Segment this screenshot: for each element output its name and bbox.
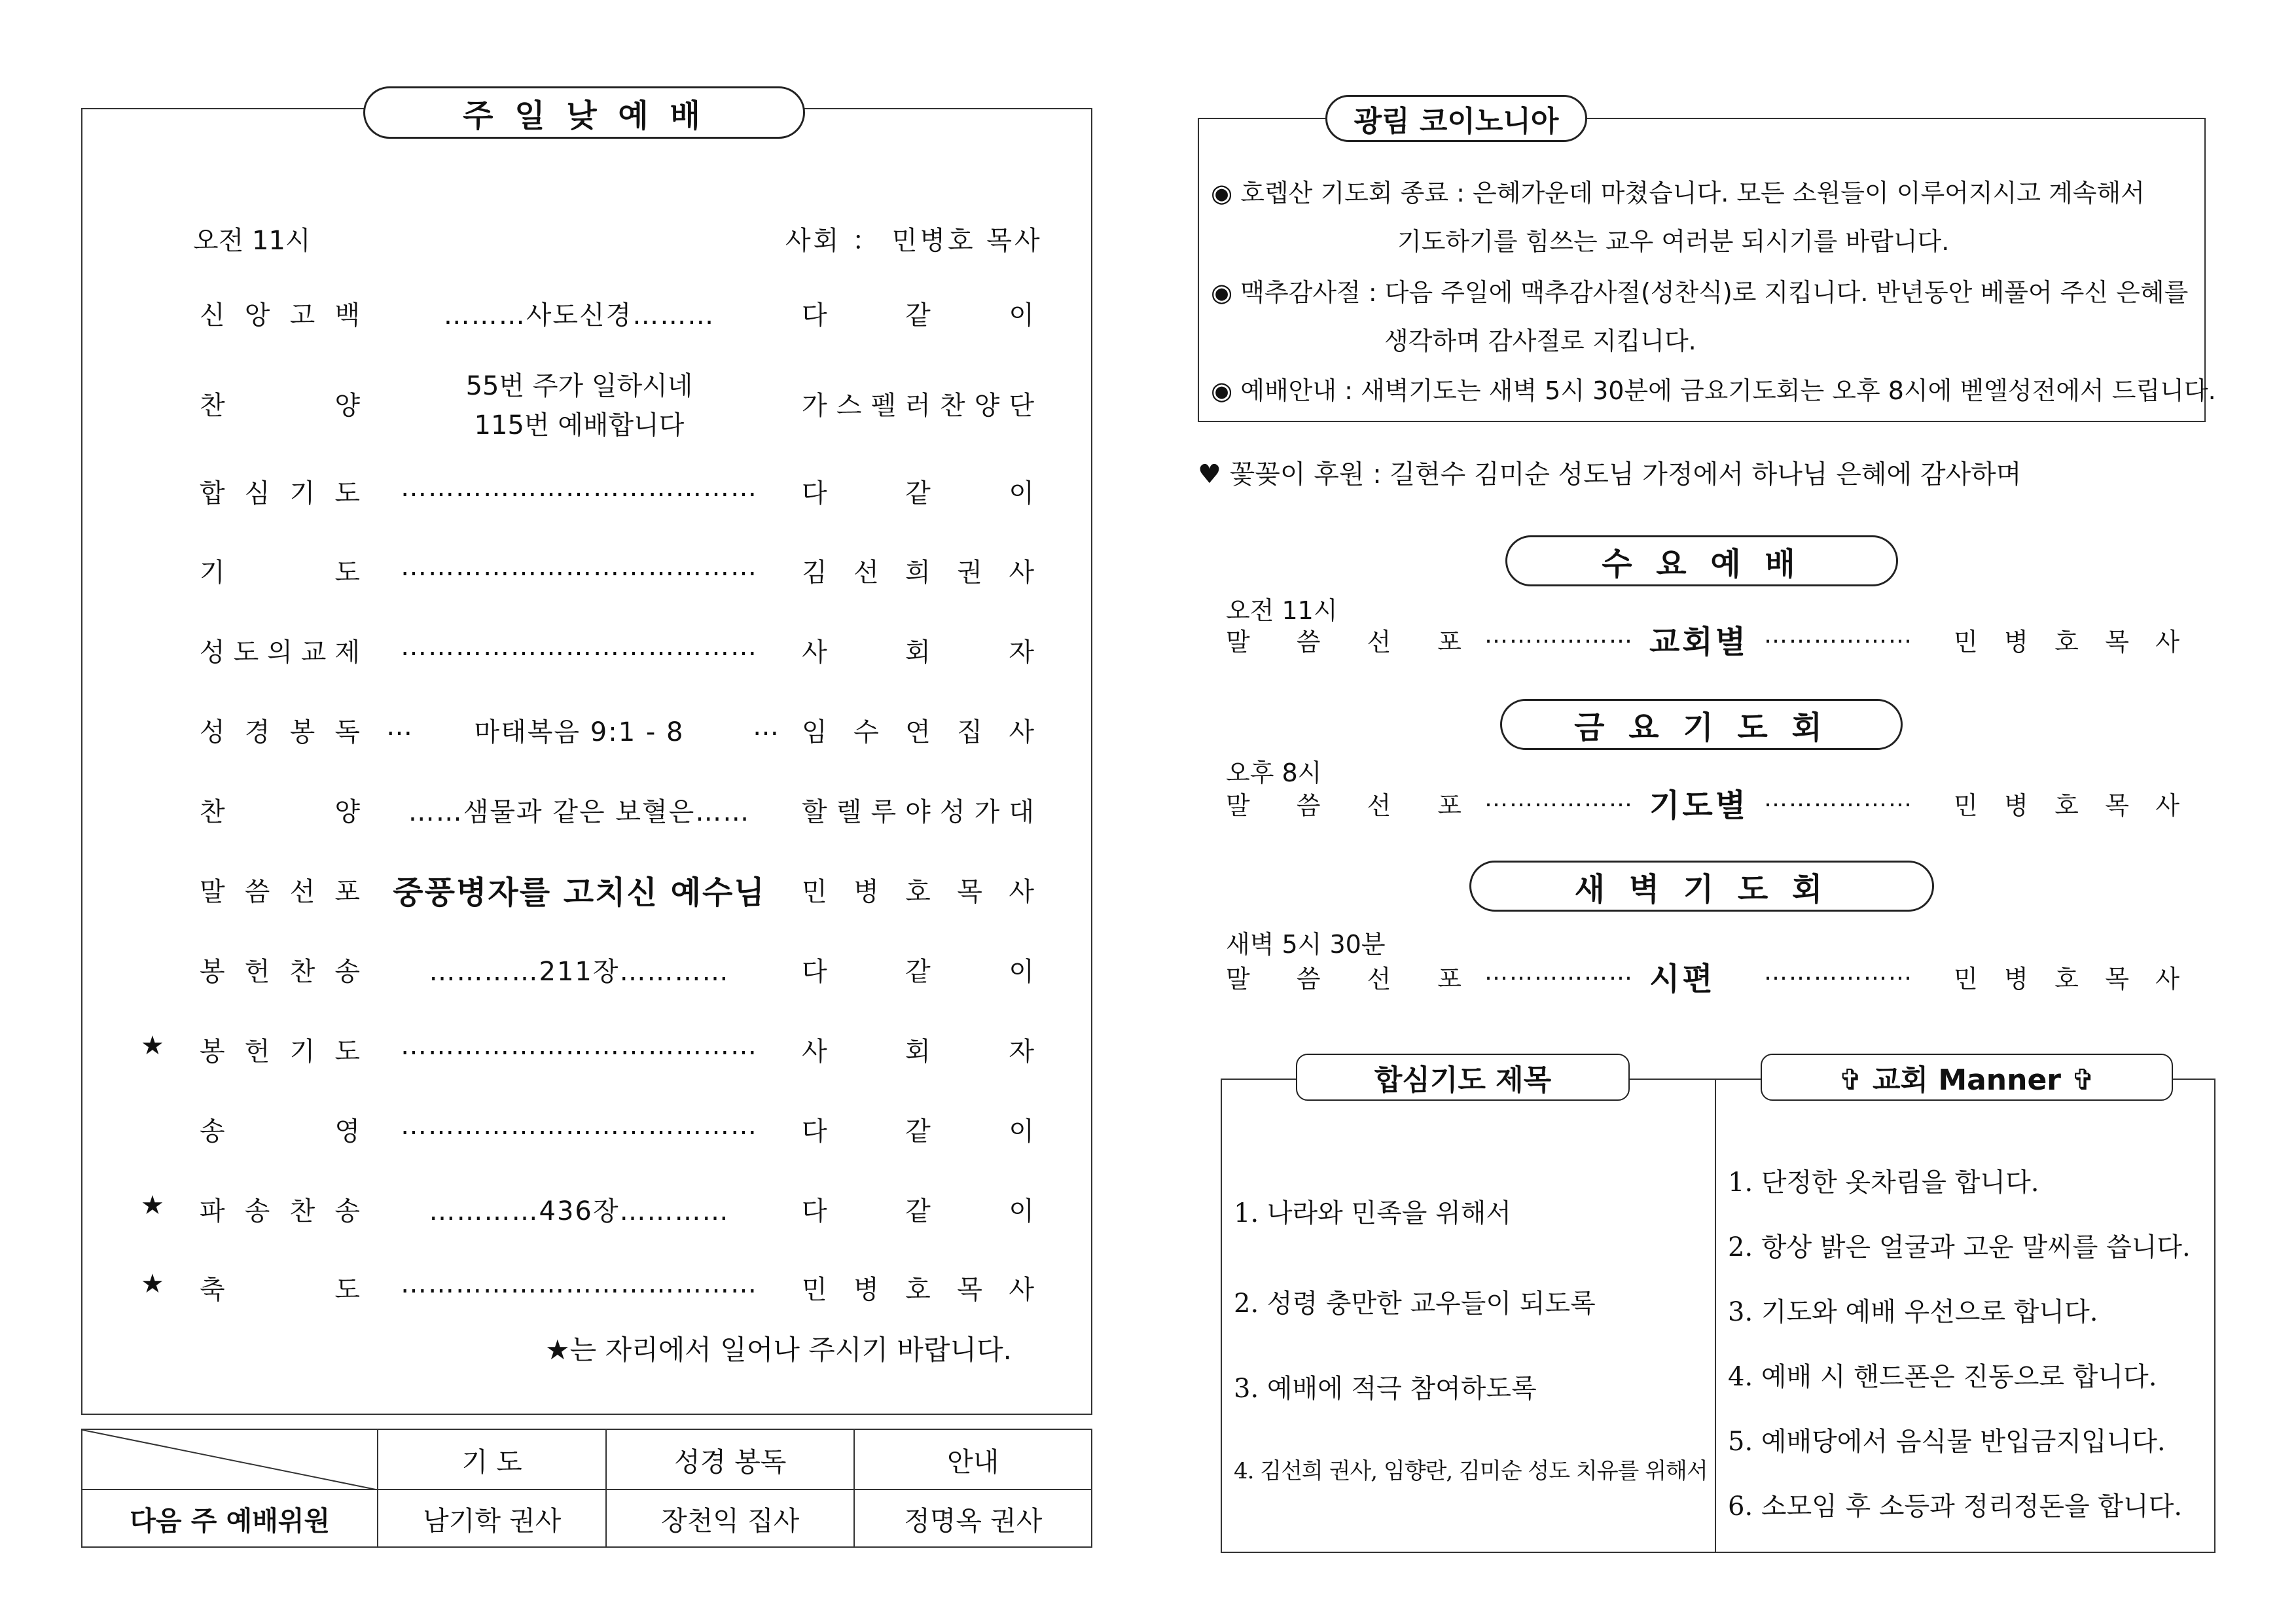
service-time: 오전 11시 — [1226, 596, 1338, 625]
header-usher: 안내 — [854, 1429, 1092, 1489]
bottom-divider — [1715, 1079, 1716, 1553]
item-leader: 가 스 펠 러 찬 양 단 — [802, 391, 1034, 421]
item-detail: ………………………………… — [401, 552, 758, 582]
item-leader: 임 수 연 집 사 — [802, 717, 1034, 747]
dot-leader: ……………… — [1764, 622, 1913, 649]
item-leader: 할 렐 루 야 성 가 대 — [802, 797, 1034, 827]
worship-item-name: 파 송 찬 송 — [200, 1196, 360, 1226]
next-week-table — [81, 1429, 1092, 1548]
diagonal-line — [82, 1430, 379, 1490]
item-leader: 사 회 자 — [802, 637, 1034, 668]
worship-item-name: 송 영 — [200, 1116, 360, 1147]
manner-item: 1. 단정한 옷차림을 합니다. — [1728, 1168, 2039, 1198]
worship-item-name: 기 도 — [200, 558, 360, 588]
worship-item-name: 말 씀 선 포 — [200, 877, 360, 907]
standing-star-icon: ★ — [141, 1269, 164, 1299]
manner-item: 2. 항상 밝은 얼굴과 고운 말씨를 씁니다. — [1728, 1232, 2191, 1262]
service-time: 오전 11시 — [193, 226, 311, 256]
hymn-line-1: 55번 주가 일하시네 — [465, 371, 693, 401]
hymn-line-2: 115번 예배합니다 — [474, 410, 685, 440]
service-title: 수 요 예 배 — [1505, 535, 1898, 586]
header-reading: 성경 봉독 — [606, 1429, 855, 1489]
service-label: 말 씀 선 포 — [1226, 791, 1462, 820]
item-detail: ………………………………… — [401, 1031, 758, 1061]
item-leader: 민 병 호 목 사 — [802, 877, 1034, 907]
item-leader: 다 같 이 — [802, 1116, 1034, 1147]
dot-leader: ……………… — [1764, 959, 1913, 986]
scripture-reference: 마태복음 9:1 - 8 — [474, 717, 685, 747]
item-detail: ………사도신경……… — [443, 300, 715, 330]
item-leader: 민 병 호 목 사 — [802, 1275, 1034, 1305]
manner-title: ✞ 교회 Manner ✞ — [1761, 1054, 2173, 1101]
standing-note: ★는 자리에서 일어나 주시기 바랍니다. — [545, 1334, 1012, 1366]
service-topic: 교회별 — [1649, 624, 1749, 660]
dot-leader: ……………… — [1484, 959, 1634, 986]
bullet-icon: ◉ — [1211, 179, 1241, 207]
prayer-topic-item: 2. 성령 충만한 교우들이 되도록 — [1234, 1289, 1596, 1319]
item-detail: ………………………………… — [401, 1111, 758, 1141]
manner-item: 3. 기도와 예배 우선으로 합니다. — [1728, 1297, 2098, 1327]
service-leader: 민 병 호 목 사 — [1954, 965, 2179, 993]
item-leader: 사 회 자 — [802, 1037, 1034, 1067]
worship-item-name: 축 도 — [200, 1275, 360, 1305]
sunday-service-title: 주 일 낮 예 배 — [363, 86, 805, 139]
service-label: 말 씀 선 포 — [1226, 628, 1462, 656]
prayer-topic-item: 4. 김선희 권사, 임향란, 김미순 성도 치유를 위해서 — [1234, 1458, 1708, 1484]
item-detail: …………211장………… — [429, 957, 730, 987]
service-topic: 시편 — [1649, 961, 1715, 997]
service-leader: 민 병 호 목 사 — [1954, 791, 2179, 820]
dots: … — [753, 711, 779, 741]
worship-item-name: 합 심 기 도 — [200, 478, 360, 508]
table-corner-cell — [82, 1429, 378, 1489]
service-presider: 사회 ： 민병호 목사 — [785, 226, 1043, 256]
standing-star-icon: ★ — [141, 1031, 164, 1061]
item-detail: …………436장………… — [429, 1196, 730, 1226]
prayer-topic-item: 1. 나라와 민족을 위해서 — [1234, 1198, 1512, 1228]
prayer-topics-title: 합심기도 제목 — [1296, 1054, 1630, 1101]
item-leader: 다 같 이 — [802, 300, 1034, 330]
dots: … — [386, 711, 412, 741]
value-prayer: 남기학 권사 — [378, 1489, 606, 1547]
sermon-title: 중풍병자를 고치신 예수님 — [393, 874, 766, 911]
worship-item-name: 찬 양 — [200, 797, 360, 827]
koinonia-item-2: ◉ 맥추감사절 : 다음 주일에 맥추감사절(성찬식)로 지킵니다. 반년동안 베풀어 주신 은혜를 — [1211, 278, 2189, 307]
item-detail: ………………………………… — [401, 1269, 758, 1299]
header-prayer: 기 도 — [378, 1429, 606, 1489]
manner-item: 4. 예배 시 핸드폰은 진동으로 합니다. — [1728, 1362, 2157, 1392]
value-reading: 장천익 집사 — [606, 1489, 855, 1547]
heart-icon: ♥ — [1198, 459, 1230, 490]
worship-item-name: 찬 양 — [200, 391, 360, 421]
item-leader: 다 같 이 — [802, 478, 1034, 508]
koinonia-item-3: ◉ 예배안내 : 새벽기도는 새벽 5시 30분에 금요기도회는 오후 8시에 벧엘성전에서 드립니다. — [1211, 376, 2216, 405]
manner-item: 5. 예배당에서 음식물 반입금지입니다. — [1728, 1427, 2166, 1457]
koinonia-item-1: ◉ 호렙산 기도회 종료 : 은혜가운데 마쳤습니다. 모든 소원들이 이루어지시고 계속해서 — [1211, 179, 2145, 207]
manner-item: 6. 소모임 후 소등과 정리정돈을 합니다. — [1728, 1491, 2183, 1522]
service-title: 새 벽 기 도 회 — [1469, 861, 1934, 912]
service-topic: 기도별 — [1649, 787, 1749, 824]
koinonia-item-1-cont: 기도하기를 힘쓰는 교우 여러분 되시기를 바랍니다. — [1397, 227, 1950, 256]
service-time: 새벽 5시 30분 — [1226, 930, 1386, 959]
item-leader: 다 같 이 — [802, 957, 1034, 987]
row-label: 다음 주 예배위원 — [82, 1489, 378, 1547]
service-time: 오후 8시 — [1226, 758, 1322, 787]
bullet-icon: ◉ — [1211, 376, 1241, 405]
value-usher: 정명옥 권사 — [854, 1489, 1092, 1547]
dot-leader: ……………… — [1484, 785, 1634, 812]
bullet-icon: ◉ — [1211, 278, 1241, 307]
item-detail: ……샘물과 같은 보혈은…… — [408, 797, 751, 827]
service-leader: 민 병 호 목 사 — [1954, 628, 2179, 656]
koinonia-item-2-cont: 생각하며 감사절로 지킵니다. — [1384, 327, 1696, 355]
service-label: 말 씀 선 포 — [1226, 965, 1462, 993]
worship-item-name: 성 경 봉 독 — [200, 717, 360, 747]
item-leader: 다 같 이 — [802, 1196, 1034, 1226]
flower-sponsor: ♥ 꽃꽂이 후원 : 길현수 김미순 성도님 가정에서 하나님 은혜에 감사하며 — [1198, 459, 2022, 490]
worship-item-name: 신 앙 고 백 — [200, 300, 360, 330]
service-title: 금 요 기 도 회 — [1500, 699, 1903, 750]
standing-star-icon: ★ — [141, 1190, 164, 1221]
dot-leader: ……………… — [1764, 785, 1913, 812]
koinonia-title: 광림 코이노니아 — [1325, 95, 1587, 142]
item-detail: ………………………………… — [401, 632, 758, 662]
item-leader: 김 선 희 권 사 — [802, 558, 1034, 588]
dot-leader: ……………… — [1484, 622, 1634, 649]
worship-item-name: 봉 헌 기 도 — [200, 1037, 360, 1067]
worship-item-name: 성 도 의 교 제 — [200, 637, 360, 668]
item-detail: ………………………………… — [401, 473, 758, 503]
prayer-topic-item: 3. 예배에 적극 참여하도록 — [1234, 1374, 1537, 1404]
worship-item-name: 봉 헌 찬 송 — [200, 957, 360, 987]
